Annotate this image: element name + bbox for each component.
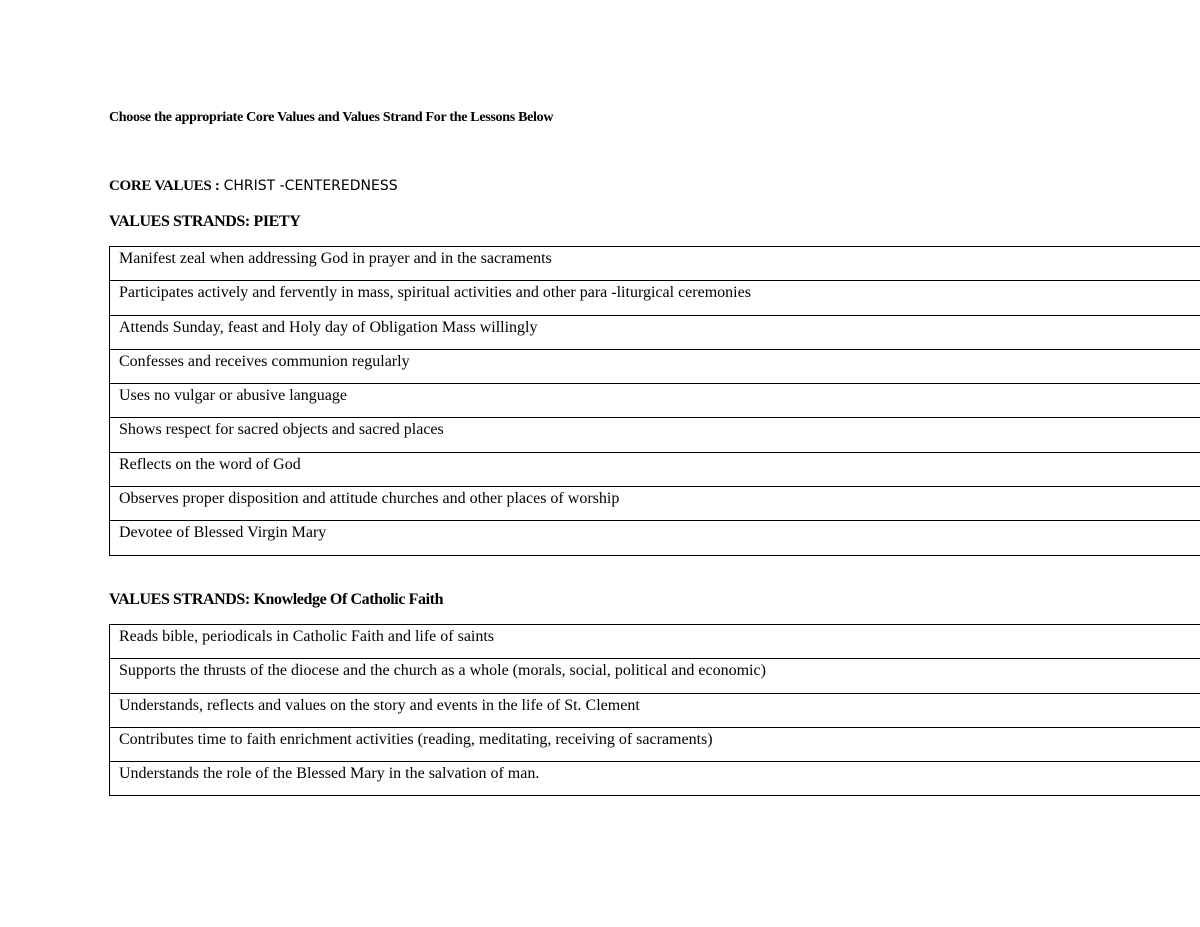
strand-heading-piety: VALUES STRANDS: PIETY <box>109 213 301 230</box>
core-values-label: CORE VALUES : <box>109 178 220 194</box>
lesson-row: Confesses and receives communion regularly <box>110 350 1200 384</box>
lesson-row: Manifest zeal when addressing God in prayer and in the sacraments <box>110 247 1200 281</box>
lesson-row: Observes proper disposition and attitude churches and other places of worship <box>110 487 1200 521</box>
lesson-row: Reads bible, periodicals in Catholic Faith and life of saints <box>110 625 1200 659</box>
lesson-table-piety <box>109 246 1200 556</box>
lesson-row: Understands the role of the Blessed Mary in the salvation of man. <box>110 762 1200 796</box>
instruction-text: Choose the appropriate Core Values and Values Strand For the Lessons Below <box>109 110 554 125</box>
lesson-row: Devotee of Blessed Virgin Mary <box>110 521 1200 555</box>
lesson-row: Shows respect for sacred objects and sacred places <box>110 418 1200 452</box>
lesson-row: Contributes time to faith enrichment activities (reading, meditating, receiving of sacraments) <box>110 728 1200 762</box>
lesson-row: Reflects on the word of God <box>110 453 1200 487</box>
lesson-row: Understands, reflects and values on the story and events in the life of St. Clement <box>110 694 1200 728</box>
lesson-row: Supports the thrusts of the diocese and the church as a whole (morals, social, political and economic) <box>110 659 1200 693</box>
core-values-line <box>109 177 398 195</box>
lesson-row: Attends Sunday, feast and Holy day of Obligation Mass willingly <box>110 316 1200 350</box>
lesson-row: Uses no vulgar or abusive language <box>110 384 1200 418</box>
strand-heading-knowledge: VALUES STRANDS: Knowledge Of Catholic Faith <box>109 591 444 608</box>
core-values-value: CHRIST -CENTEREDNESS <box>223 178 398 194</box>
lesson-row: Participates actively and fervently in mass, spiritual activities and other para -liturgical ceremonies <box>110 281 1200 315</box>
lesson-table-knowledge <box>109 624 1200 796</box>
